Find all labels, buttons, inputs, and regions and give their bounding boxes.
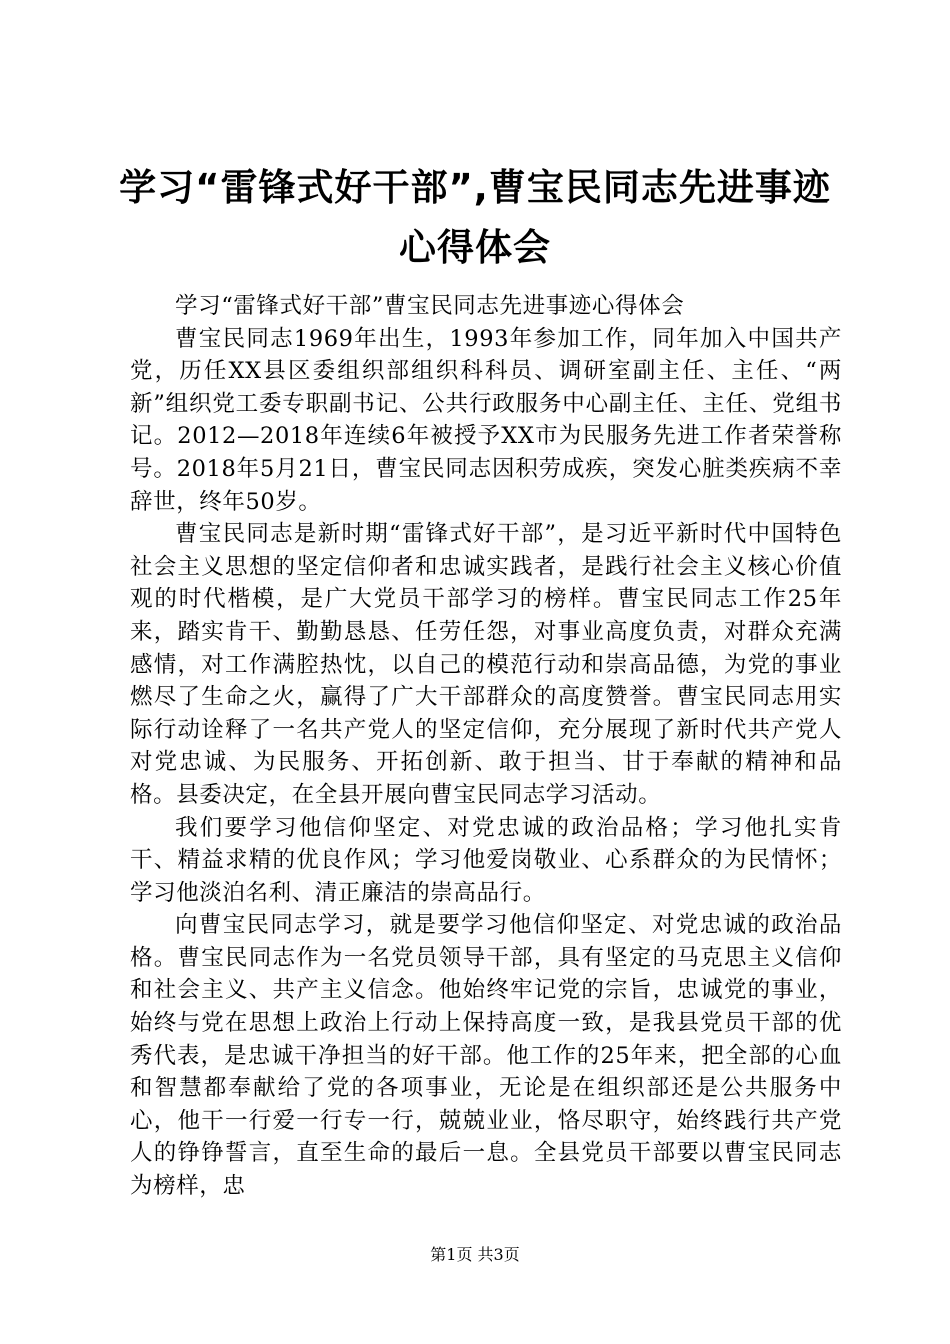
paragraph-learning-points: 我们要学习他信仰坚定、对党忠诚的政治品格；学习他扎实肯干、精益求精的优良作风；学习他爱岗敬业、心系群众的为民情怀；学习他淡泊名利、清正廉洁的崇高品行。 (130, 814, 842, 906)
document-body (130, 290, 842, 1203)
paragraph-evaluation: 曹宝民同志是新时期“雷锋式好干部”，是习近平新时代中国特色社会主义思想的坚定信仰者和忠诚实践者，是践行社会主义核心价值观的时代楷模，是广大党员干部学习的榜样。曹宝民同志工作25年来，踏实肯干、勤勤恳恳、任劳任怨，对事业高度负责，对群众充满感情，对工作满腔热忱，以自己的模范行动和崇高品德，为党的事业燃尽了生命之火，赢得了广大干部群众的高度赞誉。曹宝民同志用实际行动诠释了一名共产党人的坚定信仰，充分展现了新时代共产党人对党忠诚、为民服务、开拓创新、敢于担当、甘于奉献的精神和品格。县委决定，在全县开展向曹宝民同志学习活动。 (130, 521, 842, 808)
paragraph-political-character: 向曹宝民同志学习，就是要学习他信仰坚定、对党忠诚的政治品格。曹宝民同志作为一名党员领导干部，具有坚定的马克思主义信仰和社会主义、共产主义信念。他始终牢记党的宗旨，忠诚党的事业，始终与党在思想上政治上行动上保持高度一致，是我县党员干部的优秀代表，是忠诚干净担当的好干部。他工作的25年来，把全部的心血和智慧都奉献给了党的各项事业，无论是在组织部还是公共服务中心，他干一行爱一行专一行，兢兢业业，恪尽职守，始终践行共产党人的铮铮誓言，直至生命的最后一息。全县党员干部要以曹宝民同志为榜样，忠 (130, 912, 842, 1200)
paragraph-biography: 曹宝民同志1969年出生，1993年参加工作，同年加入中国共产党，历任XX县区委组织部组织科科员、调研室副主任、主任、“两新”组织党工委专职副书记、公共行政服务中心副主任、主任、党组书记。2012—2018年连续6年被授予XX市为民服务先进工作者荣誉称号。2018年5月21日，曹宝民同志因积劳成疾，突发心脏类疾病不幸辞世，终年50岁。 (130, 325, 842, 515)
page-number-footer: 第1页 共3页 (430, 1245, 520, 1264)
paragraph-subtitle: 学习“雷锋式好干部”曹宝民同志先进事迹心得体会 (175, 293, 685, 319)
document-title: 学习“雷锋式好干部”,曹宝民同志先进事迹心得体会 (119, 166, 831, 269)
